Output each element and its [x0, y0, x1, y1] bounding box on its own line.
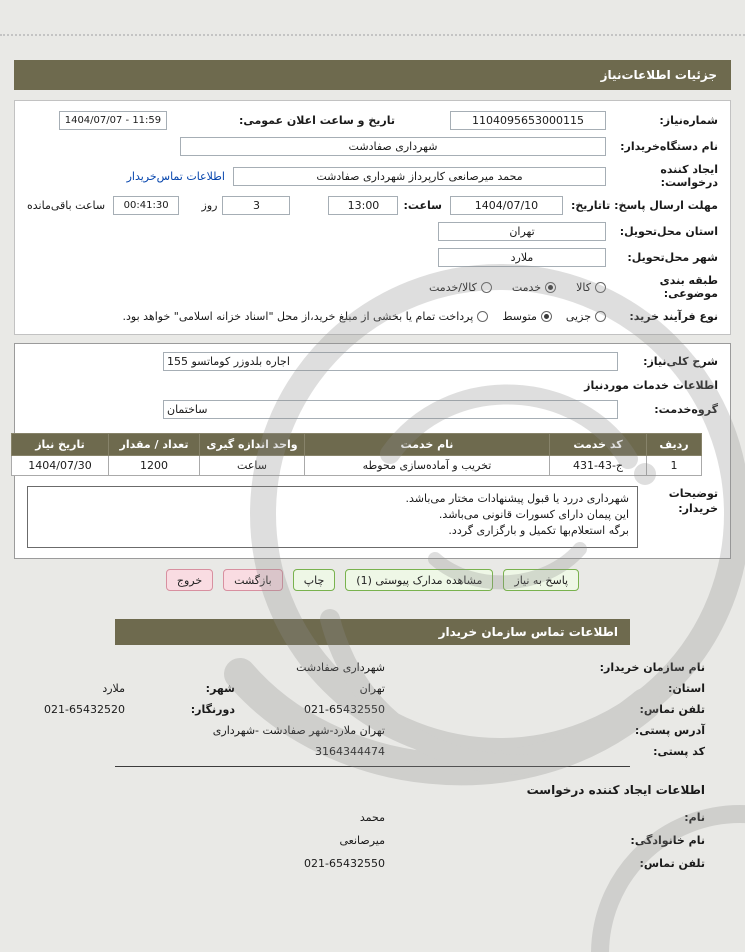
- table-cell: 1404/07/30: [12, 456, 109, 476]
- purchase-process-row: [27, 307, 718, 326]
- radio-option[interactable]: [512, 281, 556, 294]
- table-header-cell: تعداد / مقدار: [109, 434, 200, 456]
- days-label: روز: [201, 199, 218, 212]
- table-cell: 1200: [109, 456, 200, 476]
- postal-address-row: [0, 724, 705, 737]
- delivery-province-row: [27, 222, 718, 241]
- top-dotted-divider: [0, 34, 745, 36]
- radio-option[interactable]: [566, 310, 606, 323]
- radio-option-label: پرداخت تمام یا بخشی از مبلغ خرید،از محل "اسناد خزانه اسلامی" خواهد بود.: [122, 310, 474, 323]
- need-number-field[interactable]: 1104095653000115: [450, 111, 606, 130]
- deadline-time-label: ساعت:: [403, 199, 442, 212]
- delivery-city-field[interactable]: ملارد: [438, 248, 606, 267]
- subject-category-label: طبقه بندی موضوعی:: [659, 274, 718, 300]
- first-name-row: [0, 811, 705, 824]
- purchase-process-radio-group: [123, 310, 606, 323]
- radio-icon[interactable]: [541, 311, 552, 322]
- buyer-note-line: شهرداری دررد یا قبول پیشنهادات مختار می‌باشد.: [405, 492, 629, 505]
- last-name-label: نام خانوادگی:: [630, 834, 705, 847]
- service-group-field[interactable]: ساختمان: [163, 400, 618, 419]
- radio-option-label: خدمت: [511, 280, 542, 294]
- last-name-row: [0, 834, 705, 847]
- radio-option[interactable]: [429, 281, 492, 294]
- postal-address-label: آدرس پستی:: [634, 724, 705, 737]
- last-name-value: میرصانعی: [339, 834, 385, 847]
- buyer-notes-label: توضیحات خریدار:: [668, 487, 718, 515]
- radio-option[interactable]: [502, 310, 552, 323]
- announce-datetime-field[interactable]: 1404/07/07 - 11:59: [59, 111, 167, 130]
- announce-datetime-label: تاریخ و ساعت اعلان عمومی:: [238, 114, 395, 127]
- exit-button[interactable]: خروج: [166, 569, 213, 591]
- radio-icon[interactable]: [595, 282, 606, 293]
- need-number-label: شماره‌نیاز:: [659, 114, 718, 127]
- org-name-row: [0, 661, 705, 674]
- radio-option[interactable]: [123, 310, 489, 323]
- action-buttons-row: [0, 569, 745, 591]
- delivery-city-row: [27, 248, 718, 267]
- creator-phone-label: تلفن تماس:: [639, 857, 705, 870]
- postal-code-label: کد پستی:: [653, 745, 705, 758]
- org-name-value: شهرداری صفادشت: [296, 661, 385, 674]
- table-header-cell: نام خدمت: [305, 434, 550, 456]
- buyer-notes-box[interactable]: [27, 486, 638, 548]
- radio-option[interactable]: [576, 281, 606, 294]
- table-header-cell: تاریخ نیاز: [12, 434, 109, 456]
- need-info-panel: [14, 100, 731, 335]
- view-attachments-button[interactable]: مشاهده مدارک پیوستی (1): [345, 569, 493, 591]
- first-name-value: محمد: [359, 811, 385, 824]
- page-title: جزئیات اطلاعات‌نیاز: [14, 60, 731, 90]
- buyer-note-line: برگه استعلام‌بها تکمیل و بارگزاری گردد.: [448, 524, 629, 537]
- contact-city-value: ملارد: [102, 682, 125, 695]
- radio-option-label: کالا: [576, 280, 591, 294]
- remaining-time-field[interactable]: 00:41:30: [113, 196, 179, 215]
- purchase-process-label: نوع فرآیند خرید:: [629, 310, 718, 323]
- radio-option-label: جزیی: [565, 310, 591, 323]
- remaining-time-label: ساعت باقی‌مانده: [27, 199, 106, 212]
- contact-phone-label: تلفن تماس:: [639, 703, 705, 716]
- table-header-row: [12, 434, 702, 456]
- radio-option-label: کالا/خدمت: [429, 280, 477, 294]
- need-description-field[interactable]: اجاره بلدوزر کوماتسو 155: [163, 352, 618, 371]
- need-description-row: [27, 352, 718, 371]
- back-button[interactable]: بازگشت: [223, 569, 283, 591]
- request-creator-field[interactable]: محمد میرصانعی کارپرداز شهرداری صفادشت: [233, 167, 606, 186]
- radio-icon[interactable]: [595, 311, 606, 322]
- radio-icon[interactable]: [477, 311, 488, 322]
- buyer-contact-info: [0, 661, 705, 758]
- buyer-notes-row: [27, 486, 718, 548]
- print-button[interactable]: چاپ: [293, 569, 336, 591]
- buyer-org-field[interactable]: شهرداری صفادشت: [180, 137, 606, 156]
- services-table: [11, 433, 702, 476]
- creator-phone-row: [0, 857, 705, 870]
- subject-category-row: [27, 274, 718, 300]
- contact-fax-label: دورنگار:: [190, 703, 235, 716]
- table-row: [12, 456, 702, 476]
- table-header-cell: کد خدمت: [550, 434, 647, 456]
- request-creator-row: [27, 163, 718, 189]
- contact-province-label: استان:: [668, 682, 705, 695]
- contact-fax-value: 021-65432520: [44, 703, 125, 716]
- need-number-row: [27, 111, 718, 130]
- first-name-label: نام:: [684, 811, 705, 824]
- table-cell: ساعت: [200, 456, 305, 476]
- creator-info-section-title: اطلاعات ایجاد کننده درخواست: [526, 783, 705, 797]
- deadline-label: مهلت ارسال پاسخ: تاتاریخ:: [570, 199, 718, 212]
- buyer-note-line: این پیمان دارای کسورات قانونی می‌باشد.: [438, 508, 629, 521]
- table-header-cell: واحد اندازه گیری: [200, 434, 305, 456]
- postal-address-value: تهران ملارد-شهر صفادشت -شهرداری: [212, 724, 385, 737]
- need-details-page: [0, 34, 745, 952]
- section-divider: [115, 766, 630, 767]
- response-deadline-row: [27, 196, 718, 215]
- creator-info: [0, 811, 705, 870]
- postal-code-row: [0, 745, 705, 758]
- request-creator-label: ایجاد کننده درخواست:: [660, 163, 718, 189]
- deadline-date-field[interactable]: 1404/07/10: [450, 196, 563, 215]
- province-city-row: [0, 682, 705, 695]
- deadline-time-field[interactable]: 13:00: [328, 196, 398, 215]
- services-section-title: اطلاعات خدمات موردنیاز: [584, 379, 718, 392]
- table-cell: تخریب و آماده‌سازی محوطه: [305, 456, 550, 476]
- org-name-label: نام سازمان خریدار:: [599, 661, 705, 674]
- buyer-org-label: نام دستگاه‌خریدار:: [620, 140, 718, 153]
- contact-phone-value: 021-65432550: [304, 703, 385, 716]
- days-left-field[interactable]: 3: [222, 196, 290, 215]
- contact-province-value: تهران: [359, 682, 385, 695]
- delivery-city-label: شهر محل‌تحویل:: [627, 251, 718, 264]
- delivery-province-label: استان محل‌تحویل:: [619, 225, 718, 238]
- postal-code-value: 3164344474: [315, 745, 385, 758]
- table-header-cell: ردیف: [647, 434, 702, 456]
- contact-city-label: شهر:: [205, 682, 235, 695]
- respond-to-need-button[interactable]: پاسخ به نیاز: [503, 569, 579, 591]
- table-cell: 1: [647, 456, 702, 476]
- service-group-row: [27, 400, 718, 419]
- radio-icon[interactable]: [481, 282, 492, 293]
- service-group-label: گروه‌خدمت:: [654, 403, 718, 416]
- buyer-org-row: [27, 137, 718, 156]
- need-description-panel: [14, 343, 731, 559]
- radio-option-label: متوسط: [502, 310, 537, 323]
- buyer-contact-section-title: اطلاعات تماس سازمان خریدار: [115, 619, 630, 645]
- delivery-province-field[interactable]: تهران: [438, 222, 606, 241]
- radio-icon[interactable]: [545, 282, 556, 293]
- table-cell: ج-43-431: [550, 456, 647, 476]
- buyer-contact-link[interactable]: اطلاعات تماس‌خریدار: [126, 169, 225, 183]
- subject-category-radio-group: [429, 281, 606, 294]
- creator-phone-value: 021-65432550: [304, 857, 385, 870]
- need-description-label: شرح کلی‌نیاز:: [643, 355, 718, 368]
- phone-fax-row: [0, 703, 705, 716]
